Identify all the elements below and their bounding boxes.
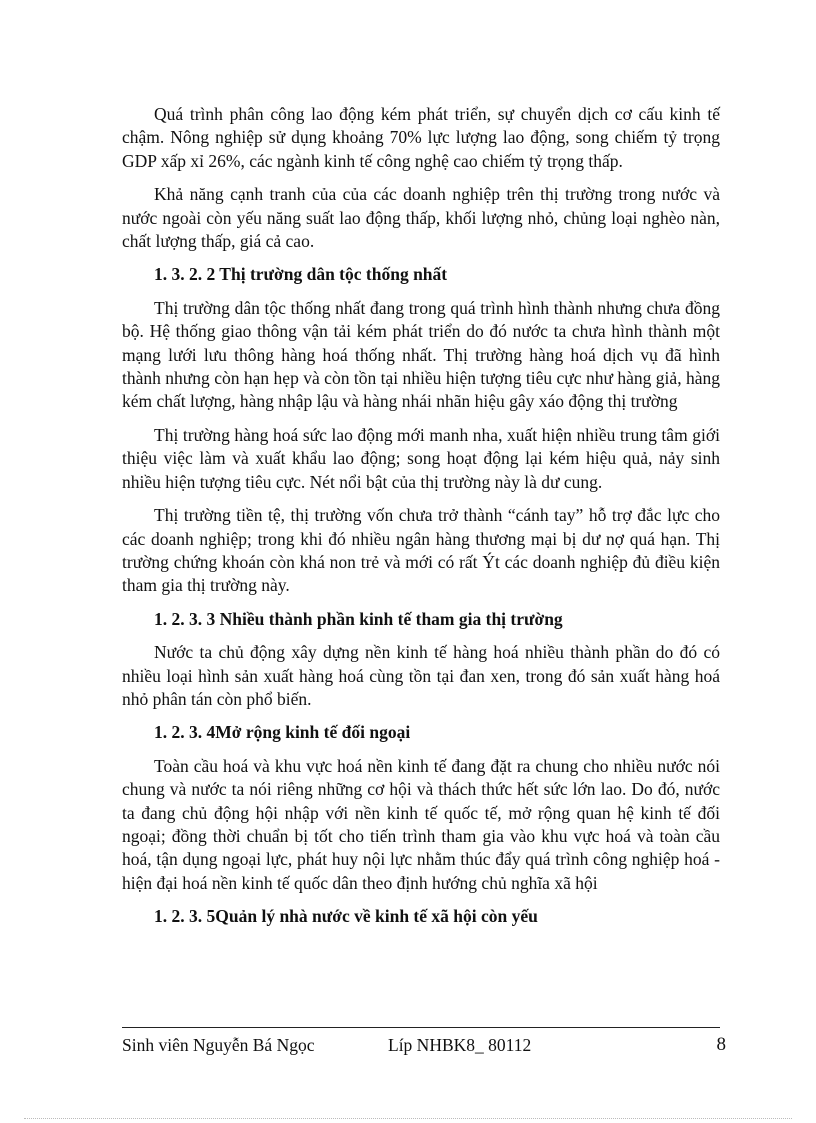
paragraph-competitiveness: Khả năng cạnh tranh của của các doanh nghiệp trên thị trường trong nước và nước ngoài còn yếu năng suất lao động thấp, khối lượng nhỏ, chủng loại nghèo nàn, chất lượng thấp, giá cả cao. — [122, 184, 720, 252]
page-number: 8 — [716, 1034, 726, 1055]
section-heading-national-market: 1. 3. 2. 2 Thị trường dân tộc thống nhất — [154, 264, 448, 285]
footer-student-name: Sinh viên Nguyễn Bá Ngọc — [122, 1035, 315, 1055]
section-heading-economic-sectors: 1. 2. 3. 3 Nhiều thành phần kinh tế tham gia thị trường — [154, 608, 563, 629]
section-heading-state-management: 1. 2. 3. 5Quản lý nhà nước về kinh tế xã hội còn yếu — [154, 906, 538, 927]
paragraph-national-market: Thị trường dân tộc thống nhất đang trong quá trình hình thành nhưng chưa đồng bộ. Hệ thống giao thông vận tải kém phát triển do đó nước ta chưa hình thành một mạng lưới lưu thông hàng hoá thống nhất. Thị trường hàng hoá dịch vụ đã hình thành nhưng còn hạn hẹp và còn tồn tại nhiều hiện tượng tiêu cực như hàng giả, hàng kém chất lượng, hàng nhập lậu và hàng nhái nhãn hiệu gây xáo động thị trường — [122, 297, 720, 412]
paragraph-foreign-economy: Toàn cầu hoá và khu vực hoá nền kinh tế đang đặt ra chung cho nhiều nước nói chung và nước ta nói riêng những cơ hội và thách thức hết sức lớn lao. Do đó, nước ta đang chủ động hội nhập với nền kinh tế quốc tế, mở rộng quan hệ kinh tế đối ngoại; đồng thời chuẩn bị tốt cho tiến trình tham gia vào khu vực hoá và toàn cầu hoá, tận dụng ngoại lực, phát huy nội lực nhằm thúc đẩy quá trình công nghiệp hoá - hiện đại hoá nền kinh tế quốc dân theo định hướng chủ nghĩa xã hội — [122, 755, 720, 893]
footer-class-code: Líp NHBK8_ 80112 — [388, 1035, 532, 1055]
paragraph-economic-sectors: Nước ta chủ động xây dựng nền kinh tế hàng hoá nhiều thành phần do đó có nhiều loại hình sản xuất hàng hoá cùng tồn tại đan xen, trong đó sản xuất hàng hoá nhỏ phân tán còn phổ biến. — [122, 642, 720, 709]
paragraph-labor-division: Quá trình phân công lao động kém phát triển, sự chuyển dịch cơ cấu kinh tế chậm. Nông nghiệp sử dụng khoảng 70% lực lượng lao động, song chiếm tỷ trọng GDP xấp xỉ 26%, các ngành kinh tế công nghệ cao chiếm tỷ trọng thấp. — [122, 104, 720, 171]
paragraph-labor-market: Thị trường hàng hoá sức lao động mới manh nha, xuất hiện nhiều trung tâm giới thiệu việc làm và xuất khẩu lao động; song hoạt động lại kém hiệu quả, nảy sinh nhiều hiện tượng tiêu cực. Nét nổi bật của thị trường này là dư cung. — [122, 424, 720, 492]
page-footer — [122, 1033, 726, 1059]
footer-divider — [122, 1027, 720, 1028]
paragraph-financial-market: Thị trường tiền tệ, thị trường vốn chưa trở thành “cánh tay” hỗ trợ đắc lực cho các doanh nghiệp; trong khi đó nhiều ngân hàng thương mại bị dư nợ quá hạn. Thị trường chứng khoán còn khá non trẻ và mới có rất Ýt các doanh nghiệp đủ điều kiện tham gia thị trường này. — [122, 505, 720, 596]
section-heading-foreign-economy: 1. 2. 3. 4Mở rộng kinh tế đối ngoại — [154, 722, 411, 743]
page-bottom-edge — [24, 1118, 792, 1119]
document-body — [122, 103, 720, 939]
